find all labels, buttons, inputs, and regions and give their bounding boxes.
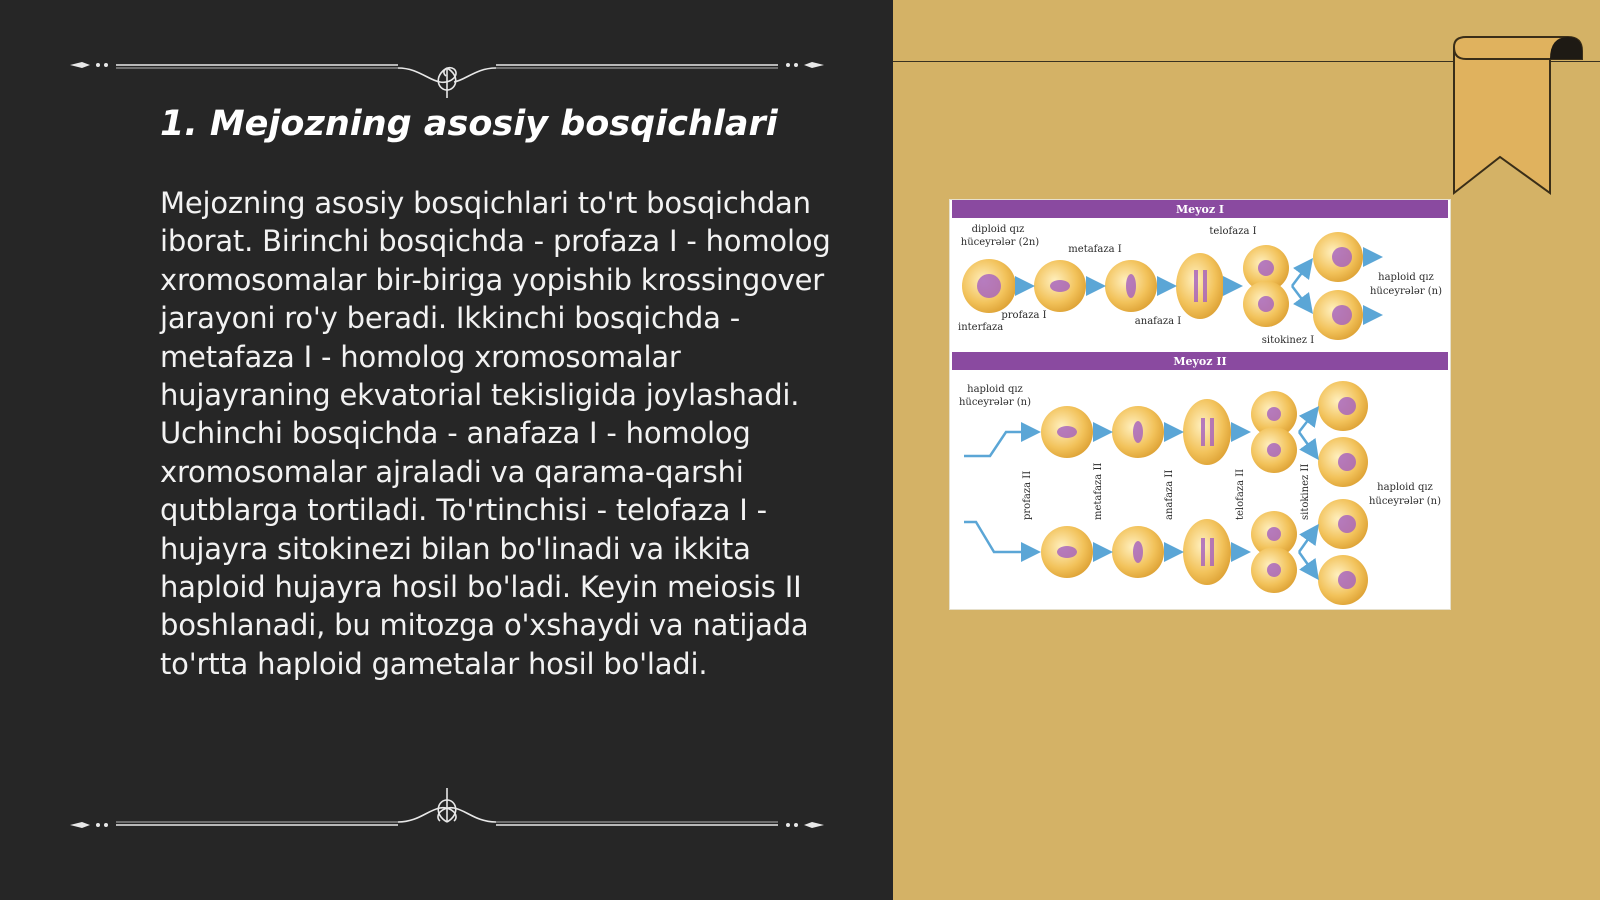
bookmark-ribbon-icon xyxy=(1436,35,1586,200)
m1-profaza-label: profaza I xyxy=(1001,310,1047,321)
m1-diploid-label-1: diploid qız xyxy=(971,224,1025,235)
m1-anafaza-label: anafaza I xyxy=(1134,316,1182,327)
m2-telofaza-label: telofaza II xyxy=(1235,468,1246,520)
m1-haploid-label-1: haploid qız xyxy=(1378,272,1434,283)
m1-diploid-label-2: hüceyrələr (2n) xyxy=(960,237,1040,248)
m2-anafaza-label: anafaza II xyxy=(1164,469,1175,520)
m1-haploid-label-2: hüceyrələr (n) xyxy=(1369,286,1443,297)
meyoz2-header: Meyoz II xyxy=(1173,355,1227,368)
m1-sitokinez-label: sitokinez I xyxy=(1261,335,1315,346)
m2-metafaza-label: metafaza II xyxy=(1093,462,1104,520)
meyoz1-header: Meyoz I xyxy=(1175,203,1225,216)
m2-profaza-label: profaza II xyxy=(1022,470,1033,520)
slide-body-text: Mejozning asosiy bosqichlari to'rt bosqichdan iborat. Birinchi bosqichda - profaza I - homolog xromosomalar bir-biriga yopishib krossingover jarayoni ro'y beradi. Ikkinchi bosqichda - metafaza I - homolog xromosomalar hujayraning ekvatorial tekisligida joylashadi. Uchinchi bosqichda - anafaza I - homolog xromosomalar ajraladi va qarama-qarshi qutblarga tortiladi. To'rtinchisi - telofaza I - hujayra sitokinezi bilan bo'linadi va ikkita haploid hujayra hosil bo'ladi. Keyin meiosis II boshlanadi, bu mitozga o'xshaydi va natijada to'rtta haploid gametalar hosil bo'ladi. xyxy=(160,186,831,681)
meiosis-diagram-image xyxy=(949,199,1451,610)
m1-interfaza-label: interfaza xyxy=(958,322,1004,333)
m2-haploid-in-label-1: haploid qız xyxy=(967,384,1023,395)
ornament-divider-bottom xyxy=(68,770,826,830)
m1-metafaza-label: metafaza I xyxy=(1068,244,1122,255)
m2-haploid-out-label-1: haploid qız xyxy=(1377,482,1433,493)
meyoz2-cells xyxy=(1041,381,1368,605)
slide-title: 1. Mejozning asosiy bosqichlari xyxy=(160,104,778,144)
m1-telofaza-label: telofaza I xyxy=(1209,226,1257,237)
ornament-divider-top xyxy=(68,38,826,98)
m2-sitokinez-label: sitokinez II xyxy=(1300,463,1311,520)
m2-haploid-in-label-2: hüceyrələr (n) xyxy=(958,397,1032,408)
m2-haploid-out-label-2: hüceyrələr (n) xyxy=(1368,496,1442,507)
